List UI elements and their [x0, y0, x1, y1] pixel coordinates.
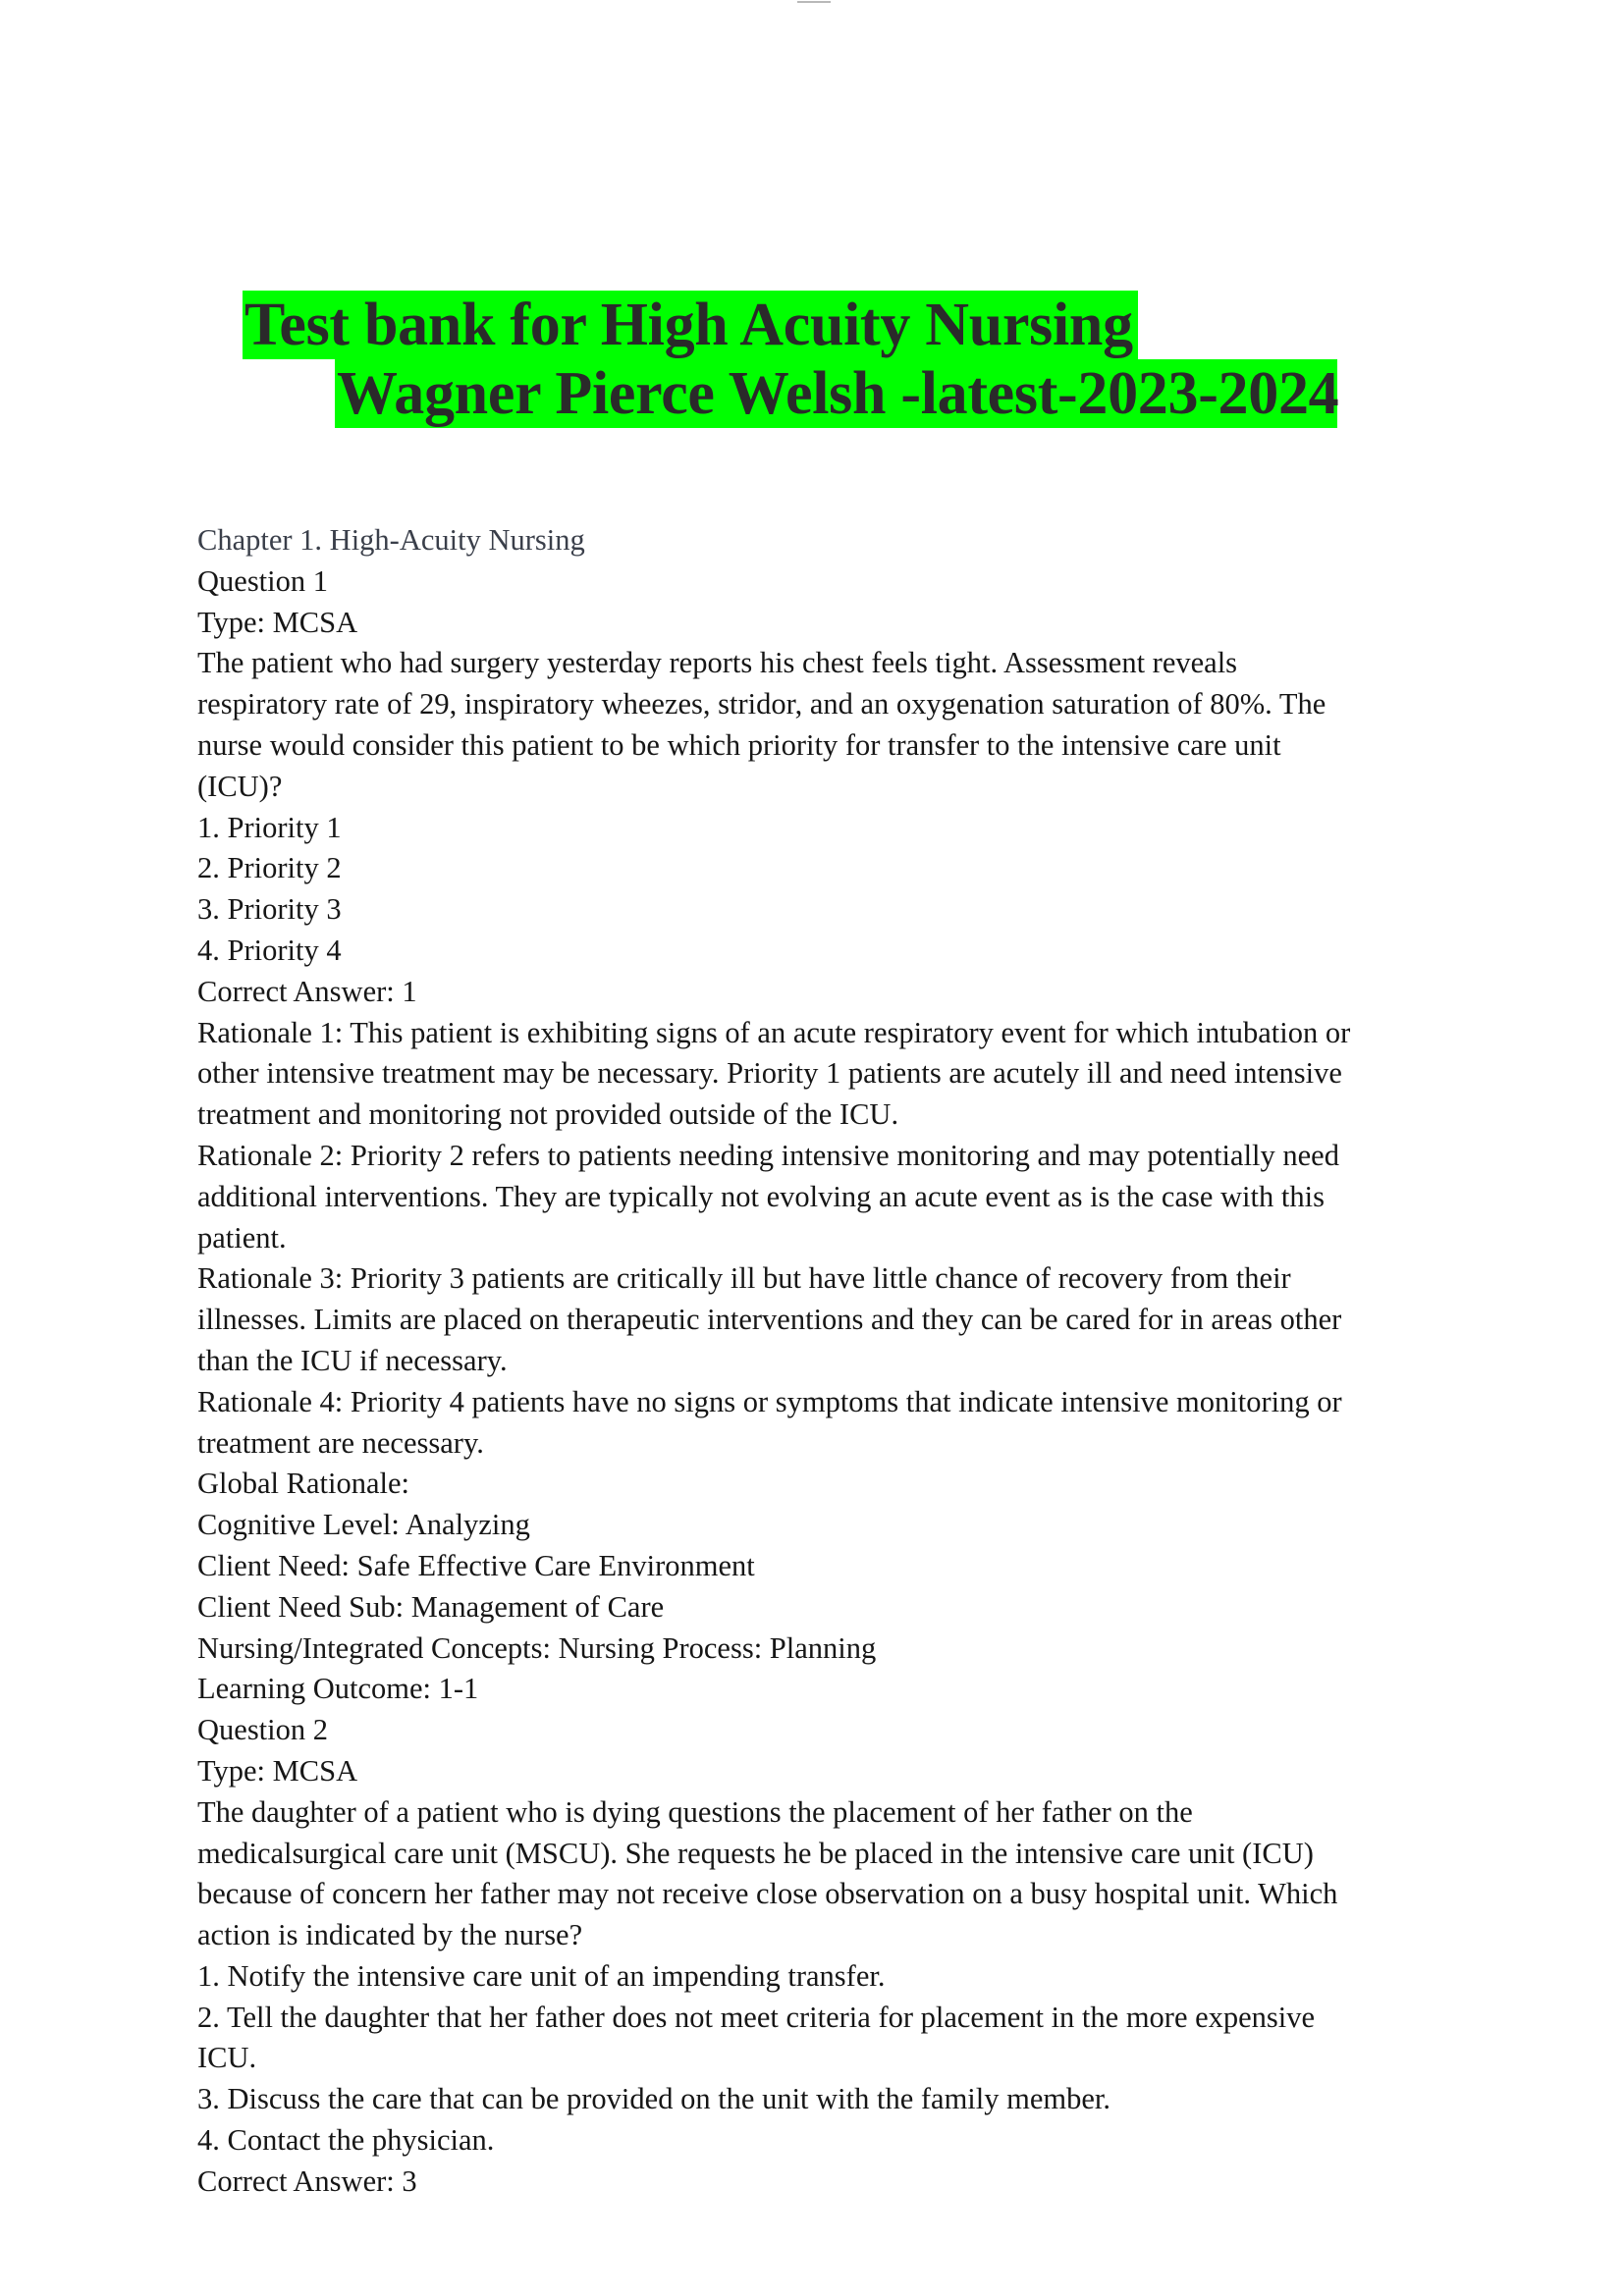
rationale-line: additional interventions. They are typically not evolving an acute event as is the case with this	[197, 1179, 1325, 1213]
integrated-concepts: Nursing/Integrated Concepts: Nursing Process: Planning	[197, 1630, 877, 1665]
page-header-smudge	[797, 1, 831, 4]
question-stem-line: nurse would consider this patient to be which priority for transfer to the intensive care unit	[197, 727, 1281, 762]
question-stem-line: The daughter of a patient who is dying questions the placement of her father on the	[197, 1794, 1193, 1829]
header-text	[797, 1, 831, 3]
answer-option: ICU.	[197, 2041, 257, 2075]
question-stem-line: because of concern her father may not receive close observation on a busy hospital unit. Which	[197, 1877, 1338, 1911]
rationale-line: Rationale 1: This patient is exhibiting signs of an acute respiratory event for which intubation or	[197, 1015, 1351, 1049]
learning-outcome: Learning Outcome: 1-1	[197, 1672, 479, 1706]
rationale-line: treatment and monitoring not provided outside of the ICU.	[197, 1097, 899, 1132]
question-stem-line: The patient who had surgery yesterday reports his chest feels tight. Assessment reveals	[197, 646, 1238, 680]
cognitive-level: Cognitive Level: Analyzing	[197, 1508, 530, 1542]
correct-answer: Correct Answer: 1	[197, 974, 417, 1008]
question-stem-line: action is indicated by the nurse?	[197, 1918, 583, 1952]
question-stem-line: respiratory rate of 29, inspiratory wheezes, stridor, and an oxygenation saturation of 80%. The	[197, 687, 1326, 721]
answer-option: 1. Priority 1	[197, 810, 342, 844]
question-type: Type: MCSA	[197, 1753, 358, 1788]
rationale-line: Rationale 4: Priority 4 patients have no signs or symptoms that indicate intensive monitoring or	[197, 1384, 1342, 1418]
rationale-line: than the ICU if necessary.	[197, 1343, 508, 1377]
question-label: Question 2	[197, 1713, 329, 1747]
answer-option: 1. Notify the intensive care unit of an impending transfer.	[197, 1958, 886, 1993]
answer-option: 4. Priority 4	[197, 933, 342, 967]
answer-option: 3. Discuss the care that can be provided on the unit with the family member.	[197, 2082, 1110, 2116]
chapter-heading: Chapter 1. High-Acuity Nursing	[197, 523, 585, 557]
rationale-line: Rationale 3: Priority 3 patients are critically ill but have little chance of recovery from their	[197, 1261, 1291, 1296]
question-stem-line: (ICU)?	[197, 769, 283, 803]
client-need-sub: Client Need Sub: Management of Care	[197, 1589, 665, 1624]
answer-option: 2. Priority 2	[197, 851, 342, 885]
document-title-line-2: Wagner Pierce Welsh -latest-2023-2024	[337, 360, 1339, 427]
document-body	[197, 520, 1474, 2203]
client-need: Client Need: Safe Effective Care Environment	[197, 1548, 755, 1582]
answer-option: 3. Priority 3	[197, 892, 342, 927]
document-title-line-1: Test bank for High Acuity Nursing	[243, 291, 1138, 359]
rationale-line: illnesses. Limits are placed on therapeutic interventions and they can be cared for in areas other	[197, 1303, 1342, 1337]
question-type: Type: MCSA	[197, 605, 358, 639]
global-rationale: Global Rationale:	[197, 1467, 409, 1501]
correct-answer: Correct Answer: 3	[197, 2163, 417, 2198]
answer-option: 2. Tell the daughter that her father does not meet criteria for placement in the more expensive	[197, 2000, 1316, 2034]
rationale-line: Rationale 2: Priority 2 refers to patients needing intensive monitoring and may potentially need	[197, 1138, 1339, 1172]
rationale-line: other intensive treatment may be necessary. Priority 1 patients are acutely ill and need intensive	[197, 1056, 1342, 1091]
question-stem-line: medicalsurgical care unit (MSCU). She requests he be placed in the intensive care unit (ICU)	[197, 1836, 1314, 1870]
rationale-line: treatment are necessary.	[197, 1425, 484, 1460]
question-label: Question 1	[197, 563, 329, 598]
answer-option: 4. Contact the physician.	[197, 2123, 495, 2158]
rationale-line: patient.	[197, 1220, 287, 1255]
